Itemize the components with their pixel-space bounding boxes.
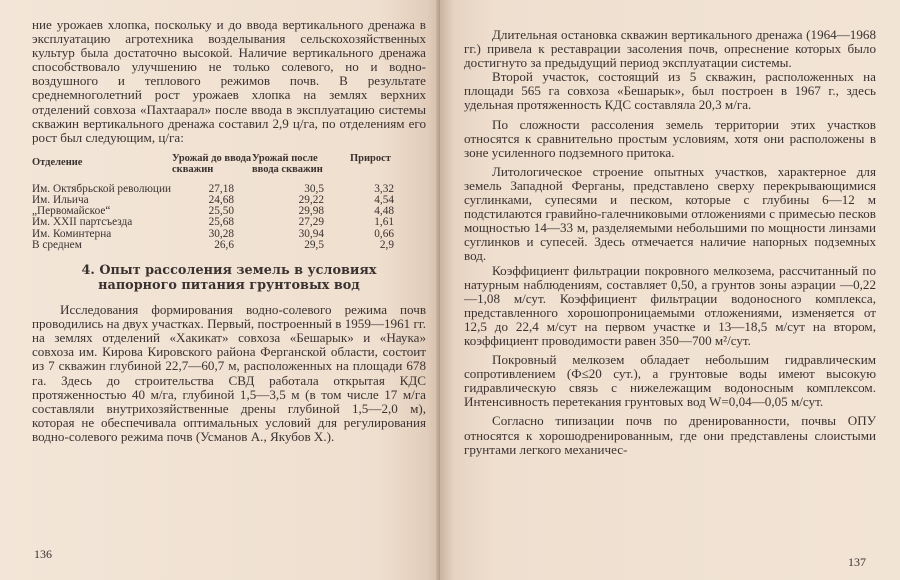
paragraph: Согласно типизации почв по дренированности, почвы ОПУ относятся к хорошодренированным, где они представлены слоистыми грунтами легкого механичес- — [464, 413, 876, 457]
paragraph: Литологическое строение опытных участков, характерное для земель Западной Ферганы, представлено сверху перекрывающимися суглинками, супесями и песком, которые с глубины 6—12 м подстилаются гравийно-галечниковыми отложениями с примесью песков мощностью 14—33 м, разделяемыми небольшими по мощности линзами суглинков и супесей. Здесь отмечается наличие напорных подземных вод. — [464, 163, 876, 264]
row-before: 25,68 — [208, 216, 234, 229]
col-header-after: Урожай после ввода скважин — [252, 152, 323, 176]
page-number-left: 136 — [34, 547, 52, 561]
left-page — [0, 0, 440, 580]
paragraph: Покровный мелкозем обладает небольшим гидравлическим сопротивлением (Ф≤20 сут.), а грунтовые воды имеют высокую гидравлическую связь с нижележащим водоносным комплексом. Интенсивность перетекания грунтовых вод W=0,04—0,05 м/сут. — [464, 352, 876, 410]
yield-table — [32, 153, 412, 251]
row-before: 25,50 — [208, 205, 234, 218]
table-row — [32, 217, 412, 228]
paragraph: Длительная остановка скважин вертикального дренажа (1964—1968 гг.) привела к реставрации засоления почв, опреснение которых было достигнуто за предыдущий период эксплуатации системы. — [464, 27, 876, 71]
row-after: 29,22 — [298, 194, 324, 207]
row-department: Им. Коминтерна — [32, 227, 112, 240]
left-intro-paragraph: ние урожаев хлопка, поскольку и до ввода вертикального дренажа в эксплуатацию агротехника возделывания сельскохозяйственных культур была достаточно высокой. Наличие вертикального дренажа способствовало улучшению не только солевого, но и водно-воздушного и теплового режимов почв. В результате среднемноголетний рост урожаев хлопка на землях верхних отделений совхоза «Пахтаарал» после ввода в эксплуатацию системы скважин вертикального дренажа составил 2,9 ц/га, по отделениям его рост был следующим, ц/га: — [32, 17, 426, 145]
row-after: 29,5 — [304, 238, 324, 251]
table-header-row — [32, 153, 412, 184]
row-before: 26,6 — [214, 238, 234, 251]
row-increase: 1,61 — [374, 216, 394, 229]
row-increase: 4,54 — [374, 194, 394, 207]
row-department: Им. XXII партсъезда — [32, 216, 133, 229]
row-after: 30,5 — [304, 182, 324, 195]
row-department: Им. Октябрьской революции — [32, 182, 172, 195]
row-increase: 2,9 — [379, 238, 394, 251]
page-number-right: 137 — [848, 555, 866, 569]
row-before: 30,28 — [208, 227, 234, 240]
row-department: В среднем — [32, 238, 82, 251]
row-after: 29,98 — [298, 205, 324, 218]
paragraph: Второй участок, состоящий из 5 скважин, расположенных на площади 565 га совхоза «Бешарык», был построен в 1967 г., здесь удельная протяженность КДС составляла 20,3 м/га. — [464, 69, 876, 113]
col-header-before: Урожай до ввода скважин — [172, 152, 252, 176]
row-increase: 0,66 — [374, 227, 394, 240]
table-row — [32, 240, 412, 251]
row-after: 30,94 — [298, 227, 324, 240]
right-page — [440, 0, 900, 580]
row-before: 27,18 — [208, 182, 234, 195]
row-department: Им. Ильича — [32, 194, 89, 207]
col-header-department: Отделение — [32, 156, 83, 168]
paragraph: Коэффициент фильтрации покровного мелкозема, рассчитанный по натурным наблюдениям, составляет 0,50, а грунтов зоны аэрации —0,22—1,08 м/сут. Коэффициент фильтрации водоносного комплекса, представленного хорошопроницаемыми отложениями, изменяется от 12,5 до 22,4 м/сут на первом участке и 13—18,5 м/сут на втором, коэффициент проводимости равен 350—700 м²/сут. — [464, 262, 876, 348]
row-increase: 3,32 — [374, 182, 394, 195]
row-after: 27,29 — [298, 216, 324, 229]
paragraph: По сложности рассоления земель территории этих участков относятся к сравнительно простым условиям, хотя они расположены в зоне усиленного подземного притока. — [464, 116, 876, 160]
row-department: „Первомайское“ — [32, 205, 111, 218]
section-paragraph: Исследования формирования водно-солевого режима почв проводились на двух участках. Первый, построенный в 1959—1961 гг. на землях отделений «Хакикат» совхоза «Бешарык» и «Наука» совхоза им. Кирова Кировского района Ферганской области, состоит из 7 скважин глубиной 22,7—60,7 м, расположенных на площади 678 га. Здесь до строительства СВД работала открытая КДС протяженностью 40 м/га, глубиной 1,5—3,5 м (в том числе 17 м/га составляли внутрихозяйственные дрены глубиной 1,5—2,0 м), которая не обеспечивала оптимальных условий для регулирования водно-солевого режима почв (Усманов А., Якубов Х.). — [32, 302, 426, 444]
section-heading: 4. Опыт рассоления земель в условиях напорного питания грунтовых вод — [81, 263, 377, 294]
col-header-increase: Прирост — [350, 152, 391, 164]
row-before: 24,68 — [208, 194, 234, 207]
row-increase: 4,48 — [374, 205, 394, 218]
yield-table-wrap — [32, 153, 426, 251]
